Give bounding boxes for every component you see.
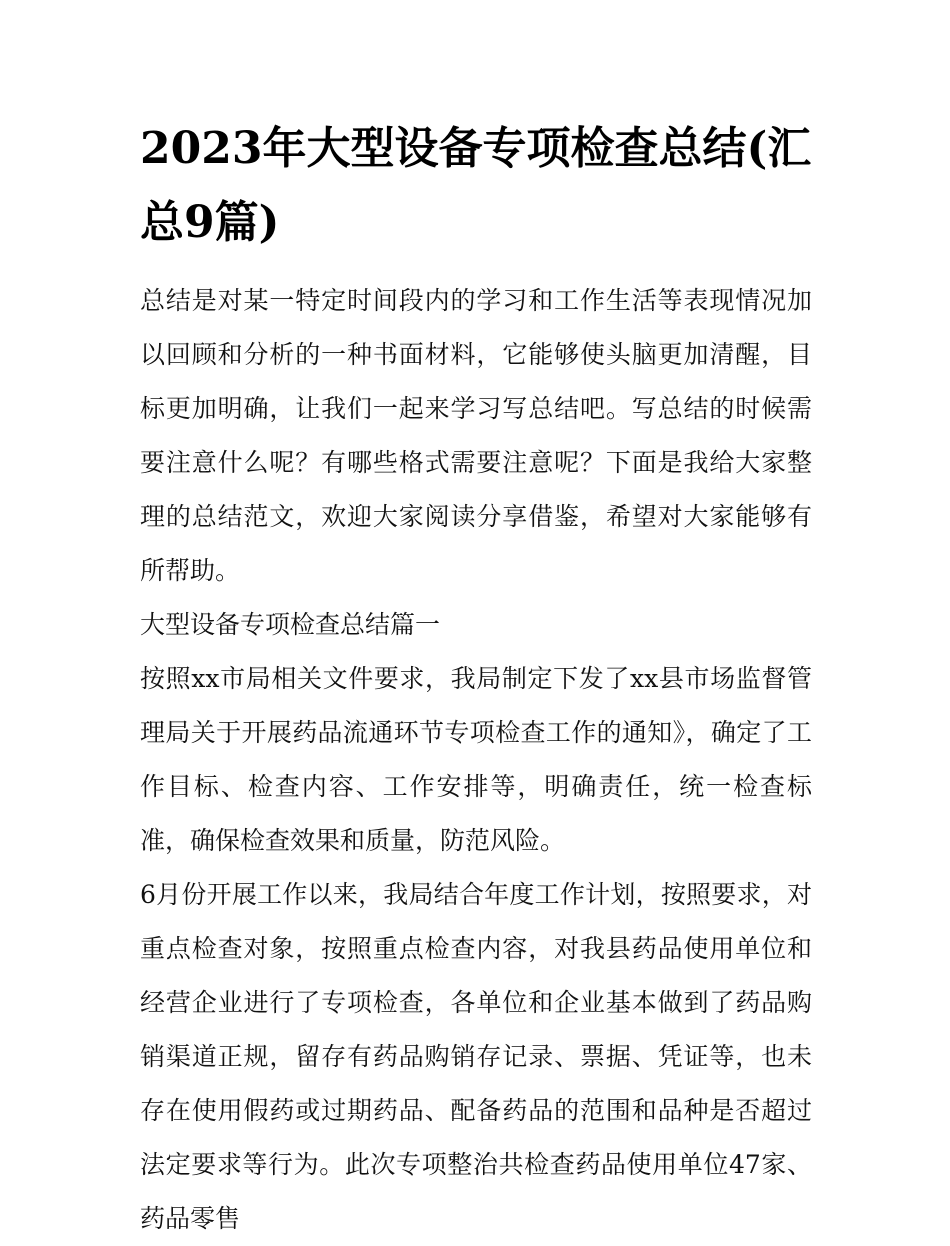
intro-paragraph: 总结是对某一特定时间段内的学习和工作生活等表现情况加以回顾和分析的一种书面材料，它能够使头脑更加清醒，目标更加明确，让我们一起来学习写总结吧。写总结的时候需要注意什么呢？有哪些格式需要注意呢？下面是我给大家整理的总结范文，欢迎大家阅读分享借鉴，希望对大家能够有所帮助。 bbox=[140, 286, 812, 585]
document-title: 2023年大型设备专项检查总结(汇总9篇) bbox=[140, 123, 812, 248]
document-body bbox=[140, 274, 812, 1246]
body-paragraph-1: 按照xx市局相关文件要求，我局制定下发了xx县市场监督管理局关于开展药品流通环节专项检查工作的通知》，确定了工作目标、检查内容、工作安排等，明确责任，统一检查标准，确保检查效果和质量，防范风险。 bbox=[140, 664, 812, 855]
body-paragraph-2: 6月份开展工作以来，我局结合年度工作计划，按照要求，对重点检查对象，按照重点检查内容，对我县药品使用单位和经营企业进行了专项检查，各单位和企业基本做到了药品购销渠道正规，留存有药品购销存记录、票据、凭证等，也未存在使用假药或过期药品、配备药品的范围和品种是否超过法定要求等行为。此次专项整治共检查药品使用单位47家、药品零售 bbox=[140, 880, 812, 1233]
section-heading: 大型设备专项检查总结篇一 bbox=[140, 610, 441, 639]
